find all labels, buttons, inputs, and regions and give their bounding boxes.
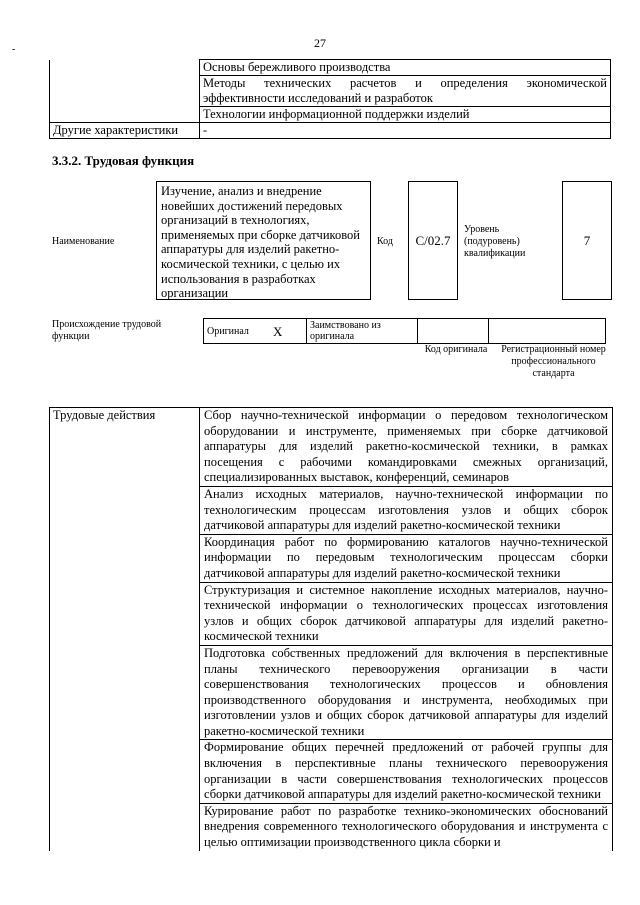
table-row (204, 319, 606, 344)
function-code-value: C/02.7 (415, 232, 451, 248)
table-cell (50, 76, 200, 107)
labor-action-item: Подготовка собственных предложений для включения в перспективные планы технического перевооружения организации в части совершенствования технологических процессов и обновления производственного оборудования и инструмента, необходимых при изготовлении узлов и общих сборок датчиковой аппаратуры для изделий ракетно-космической техники (200, 645, 613, 740)
reg-number-cell (489, 319, 606, 344)
origin-label: Происхождение трудовой функции (52, 319, 162, 342)
table-cell: Методы технических расчетов и определения экономической эффективности исследований и разработок (200, 76, 611, 107)
table-row (50, 107, 611, 123)
function-code-box (408, 181, 458, 300)
table-row (50, 76, 611, 107)
knowledge-table (49, 59, 611, 139)
origin-table (203, 318, 606, 344)
code-original-cell (418, 319, 489, 344)
labor-actions-label: Трудовые действия (50, 408, 200, 851)
labor-action-item: Формирование общих перечней предложений от рабочей группы для включения в перспективные планы технического перевооружения организации в части совершенствования технологических процессов сборки датчиковой аппаратуры для изделий ракетно-космической техники (200, 740, 613, 803)
labor-action-item: Анализ исходных материалов, научно-технической информации по технологическим процессам изготовления узлов и общих сборок датчиковой аппаратуры для изделий ракетно-космической техники (200, 486, 613, 534)
labor-action-item: Структуризация и системное накопление исходных материалов, научно-технической информации о технологических процессах изготовления узлов и общих сборок датчиковой аппаратуры для изделий ракетно-космической техники (200, 582, 613, 645)
page-number: 27 (314, 36, 326, 50)
function-name-box: Изучение, анализ и внедрение новейших достижений передовых организаций в технологиях, применяемых при сборке датчиковой аппаратуры для изделий ракетно-космической техники, с целью их использования в разработках организации (156, 181, 371, 300)
code-label: Код (377, 236, 393, 247)
table-cell (50, 60, 200, 76)
labor-action-item: Координация работ по формированию каталогов научно-технической информации по передовым технологическим процессам сборки датчиковой аппаратуры для изделий ракетно-космической техники (200, 534, 613, 582)
labor-action-item: Курирование работ по разработке технико-экономических обоснований внедрения современного технологического оборудования и инструмента с целью оптимизации производственного цикла сборки и (200, 803, 613, 850)
table-row (50, 408, 613, 487)
borrowed-label: Заимствовано из оригинала (307, 319, 418, 344)
reg-number-label: Регистрационный номер профессионального стандарта (501, 344, 606, 379)
qualification-level-box (562, 181, 612, 300)
margin-mark: - (12, 44, 16, 55)
table-row (50, 123, 611, 139)
name-label: Наименование (52, 236, 115, 247)
labor-actions-table (49, 407, 613, 851)
original-label: Оригинал (204, 319, 271, 344)
table-cell: Основы бережливого производства (200, 60, 611, 76)
code-original-label: Код оригинала (424, 344, 488, 355)
section-title: 3.3.2. Трудовая функция (52, 153, 195, 168)
qualification-level-value: 7 (583, 232, 591, 248)
labor-action-item: Сбор научно-технической информации о передовом технологическом оборудовании и инструменте, применяемых при сборке датчиковой аппаратуры для изделий ракетно-космической техники, в рамках посещения с рабочими командировками смежных организаций, специализированных выставок, конференций, семинаров (200, 408, 613, 487)
table-cell (50, 107, 200, 123)
original-mark: X (270, 319, 307, 344)
table-cell: Технологии информационной поддержки изделий (200, 107, 611, 123)
level-label: Уровень (подуровень) квалификации (464, 224, 526, 259)
table-row (50, 60, 611, 76)
other-characteristics-value: - (200, 123, 611, 139)
other-characteristics-label: Другие характеристики (50, 123, 200, 139)
